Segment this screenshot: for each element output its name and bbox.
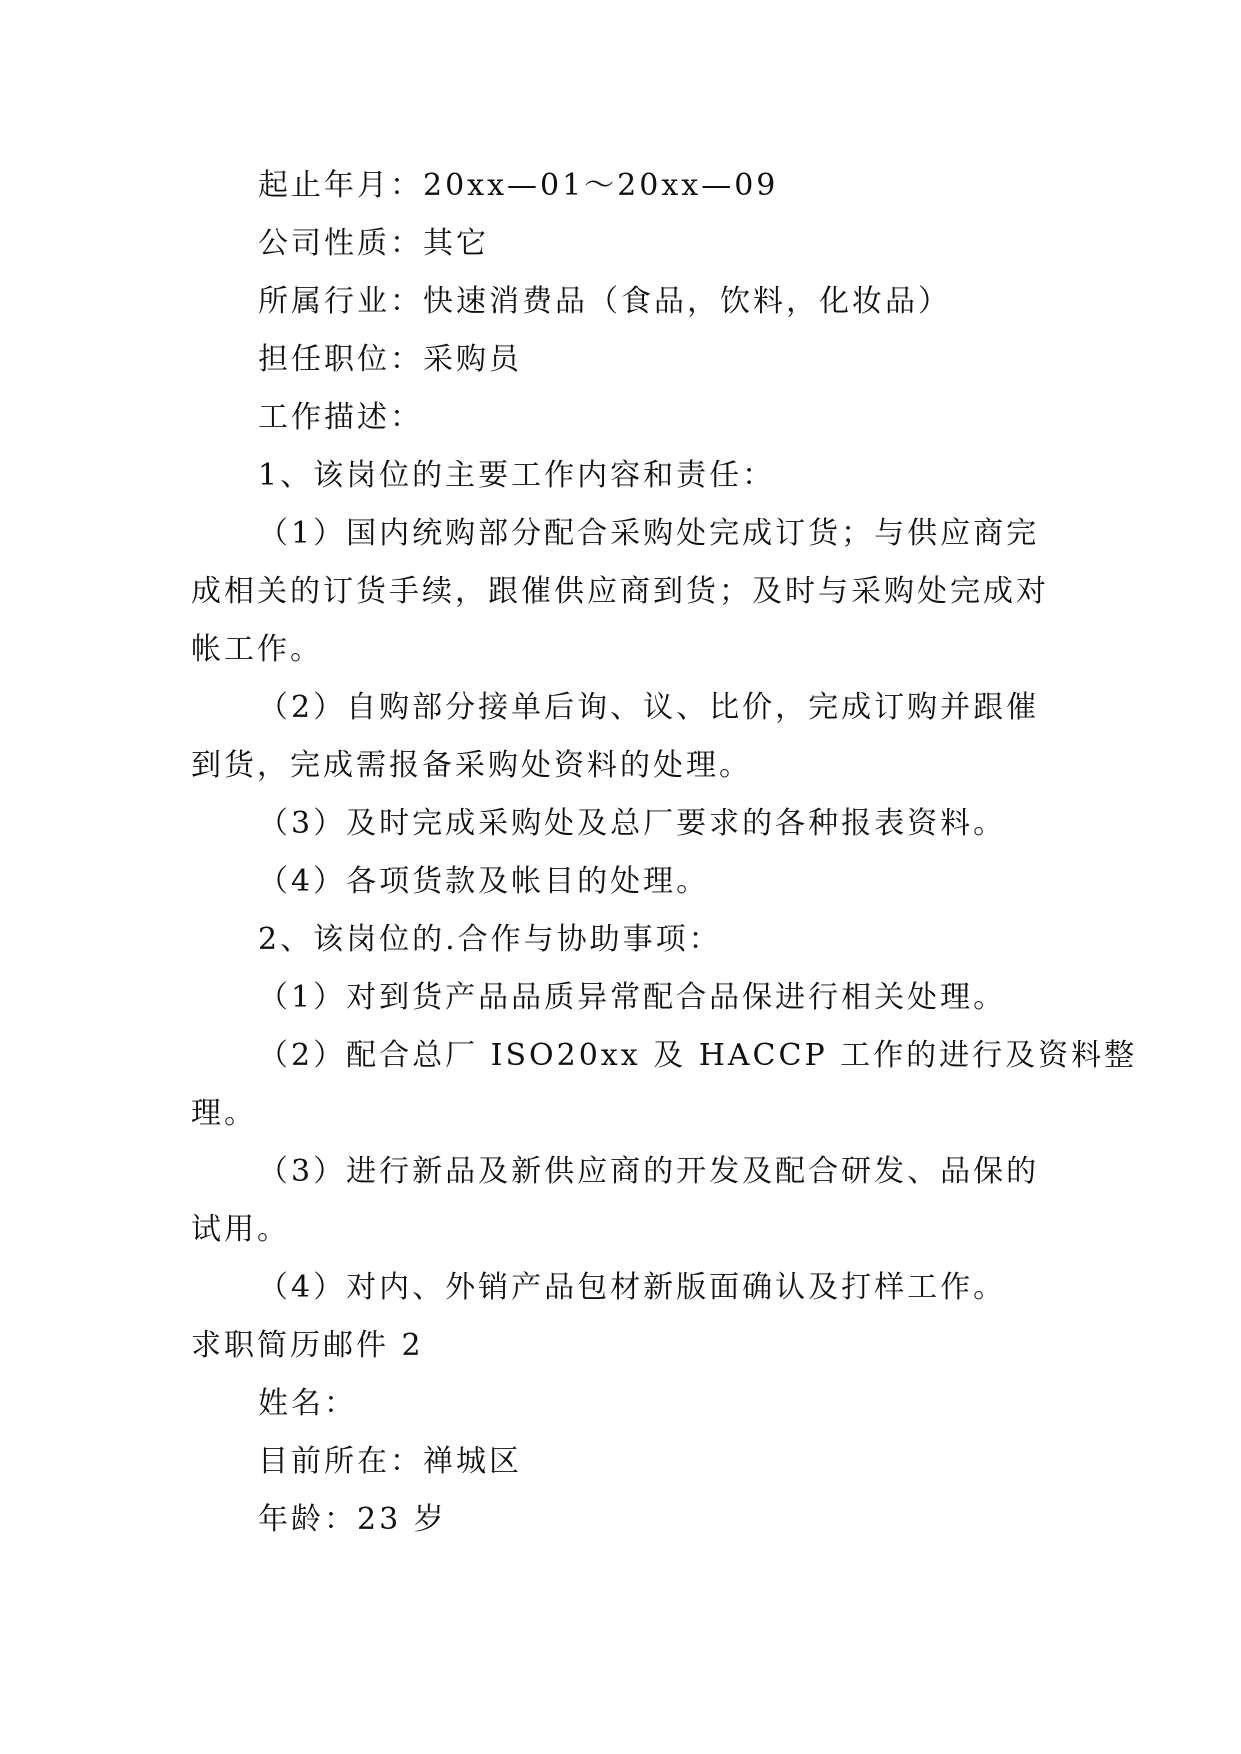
s1-item4: （4）各项货款及帐目的处理。 — [258, 864, 710, 899]
s2-item2-line2: 理。 — [191, 1096, 257, 1131]
industry-line: 所属行业：快速消费品（食品，饮料，化妆品） — [258, 284, 951, 319]
s1-item2-line1: （2）自购部分接单后询、议、比价，完成订购并跟催 — [258, 690, 1040, 725]
name-line: 姓名： — [258, 1386, 357, 1421]
age-line: 年龄：23 岁 — [258, 1502, 447, 1537]
s1-item2-line2: 到货，完成需报备采购处资料的处理。 — [191, 748, 752, 783]
location-line: 目前所在：禅城区 — [258, 1444, 522, 1479]
company-type-line: 公司性质：其它 — [258, 226, 489, 261]
s1-item1-line2: 成相关的订货手续，跟催供应商到货；及时与采购处完成对 — [191, 574, 1049, 609]
s1-item1-line1: （1）国内统购部分配合采购处完成订货；与供应商完 — [258, 516, 1040, 551]
s2-item2-line1: （2）配合总厂 ISO20xx 及 HACCP 工作的进行及资料整 — [258, 1038, 1138, 1073]
s1-item1-line3: 帐工作。 — [191, 632, 323, 667]
s2-item4: （4）对内、外销产品包材新版面确认及打样工作。 — [258, 1270, 1007, 1305]
s1-item3: （3）及时完成采购处及总厂要求的各种报表资料。 — [258, 806, 1007, 841]
position-line: 担任职位：采购员 — [258, 342, 522, 377]
job-desc-heading: 工作描述： — [258, 400, 423, 435]
s2-item1: （1）对到货产品品质异常配合品保进行相关处理。 — [258, 980, 1007, 1015]
s2-item3-line1: （3）进行新品及新供应商的开发及配合研发、品保的 — [258, 1154, 1040, 1189]
section2-heading: 2、该岗位的.合作与协助事项： — [258, 922, 722, 957]
resume2-title: 求职简历邮件 2 — [191, 1328, 424, 1363]
period-line: 起止年月：20xx—01～20xx—09 — [258, 168, 779, 203]
section1-heading: 1、该岗位的主要工作内容和责任： — [258, 458, 776, 493]
s2-item3-line2: 试用。 — [191, 1212, 290, 1247]
